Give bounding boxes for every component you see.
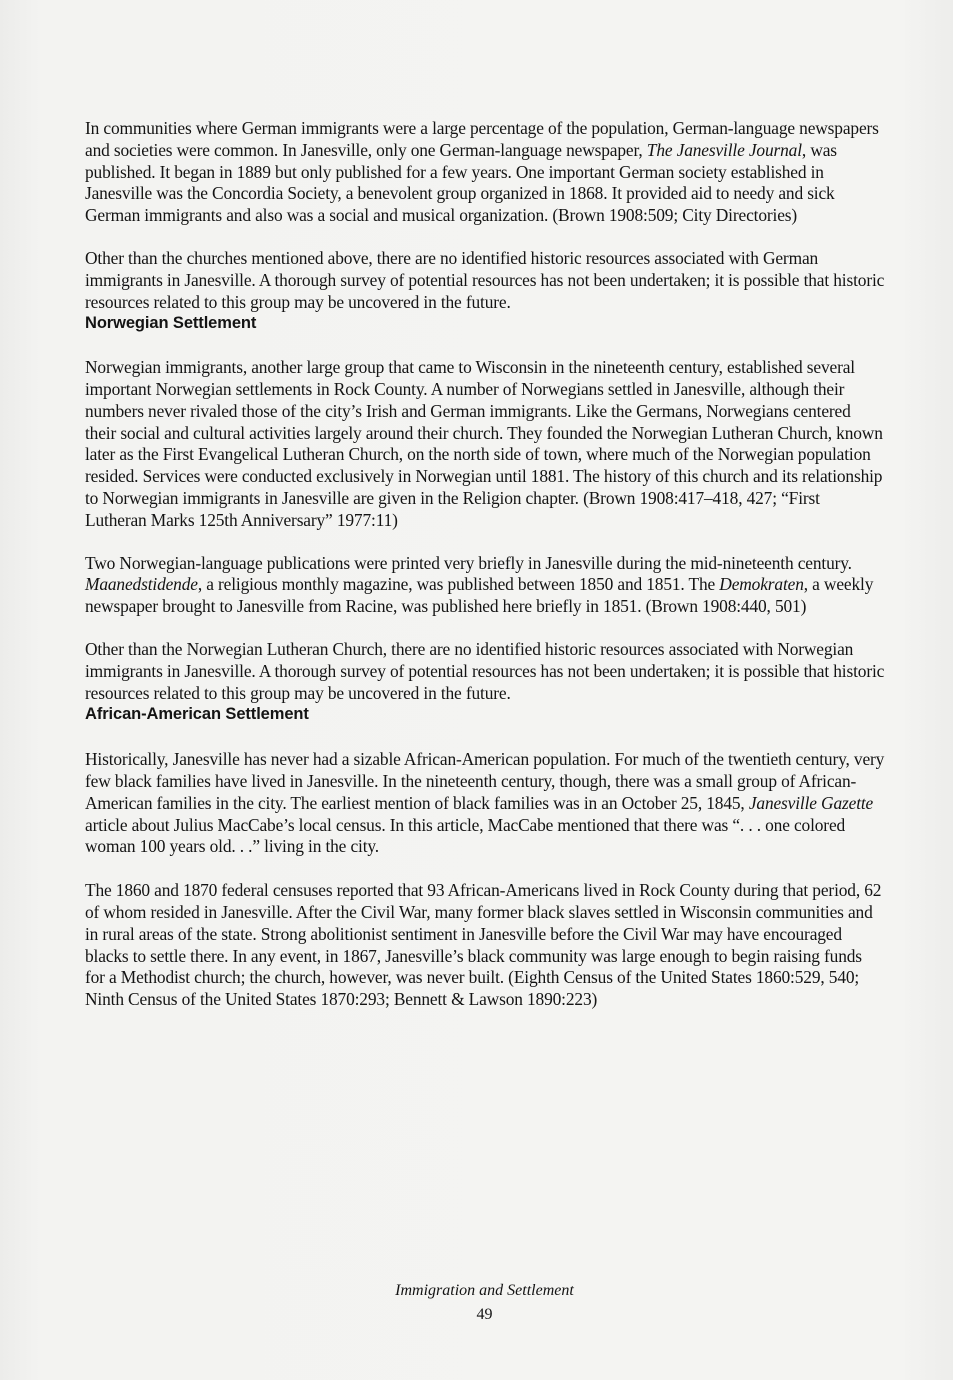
footer-chapter-title: Immigration and Settlement <box>395 1282 574 1299</box>
text-run: Two Norwegian-language publications were printed very briefly in Janesville during the mid-nineteenth century. <box>85 552 852 573</box>
page-number: 49 <box>476 1306 493 1323</box>
paragraph-norwegian-resources: Other than the Norwegian Lutheran Church, there are no identified historic resources associated with Norwegian immigrants in Janesville. A thorough survey of potential resources has not been undertaken; it is possible that historic resources related to this group may be uncovered in the future. <box>85 638 885 703</box>
section-heading-african-american: African-American Settlement <box>85 705 309 724</box>
publication-title: Maanedstidende <box>85 574 198 595</box>
text-run: , a weekly newspaper brought to Janesville from Racine, was published here briefly in 1851. (Brown 1908:440, 501) <box>85 574 874 617</box>
section-heading-norwegian: Norwegian Settlement <box>85 314 257 333</box>
paragraph-gap <box>85 227 885 248</box>
text-run: Historically, Janesville has never had a sizable African-American population. For much of the twentieth century, very few black families have lived in Janesville. In the nineteenth century, though, there was a small group of African-American families in the city. The earliest mention of black families was in an October 25, 1845, <box>85 749 885 813</box>
text-run: , was published. It began in 1889 but only published for a few years. One important German society established in Janesville was the Concordia Society, a benevolent group organized in 1868. It provided aid to needy and sick German immigrants and also was a social and musical organization. (Brown 1908:509; City Directories) <box>85 139 837 226</box>
page-body <box>85 118 885 1011</box>
paragraph-african-american-history <box>85 749 885 858</box>
newspaper-title: Janesville Gazette <box>748 792 874 813</box>
paragraph-gap <box>85 335 885 357</box>
paragraph-german-resources: Other than the churches mentioned above, there are no identified historic resources associated with German immigrants in Janesville. A thorough survey of potential resources has not been undertaken; it is possible that historic resources related to this group may be uncovered in the future. <box>85 247 885 312</box>
paragraph-gap <box>85 726 885 749</box>
paragraph-census: The 1860 and 1870 federal censuses reported that 93 African-Americans lived in Rock County during that period, 62 of whom resided in Janesville. After the Civil War, many former black slaves settled in Wisconsin communities and in rural areas of the state. Strong abolitionist sentiment in Janesville before the Civil War may have encouraged blacks to settle there. In any event, in 1867, Janesville’s black community was large enough to begin raising funds for a Methodist church; the church, however, was never built. (Eighth Census of the United States 1860:529, 540; Ninth Census of the United States 1870:293; Bennett & Lawson 1890:223) <box>85 880 882 1010</box>
paragraph-german-press <box>85 118 885 227</box>
newspaper-title: The Janesville Journal <box>646 139 802 160</box>
paragraph-gap <box>85 858 885 880</box>
paragraph-norwegian-publications <box>85 553 885 618</box>
paragraph-gap <box>85 618 885 639</box>
text-run: In communities where German immigrants were a large percentage of the population, German-language newspapers and societies were common. In Janesville, only one German-language newspaper, <box>85 118 879 160</box>
paragraph-norwegian-immigrants: Norwegian immigrants, another large group that came to Wisconsin in the nineteenth century, established several important Norwegian settlements in Rock County. A number of Norwegians settled in Janesville, although their numbers never rivaled those of the city’s Irish and German immigrants. Like the Germans, Norwegians centered their social and cultural activities largely around their church. They founded the Norwegian Lutheran Church, known later as the First Evangelical Lutheran Church, on the north side of town, where much of the Norwegian population resided. Services were conducted exclusively in Norwegian until 1881. The history of this church and its relationship to Norwegian immigrants in Janesville are given in the Religion chapter. (Brown 1908:417–418, 427; “First Lutheran Marks 125th Anniversary” 1977:11) <box>85 357 883 530</box>
paragraph-gap <box>85 532 885 553</box>
publication-title: Demokraten <box>719 574 804 595</box>
text-run: article about Julius MacCabe’s local census. In this article, MacCabe mentioned that there was “. . . one colored woman 100 years old. . .” living in the city. <box>85 814 846 857</box>
text-run: , a religious monthly magazine, was published between 1850 and 1851. The <box>197 574 720 595</box>
